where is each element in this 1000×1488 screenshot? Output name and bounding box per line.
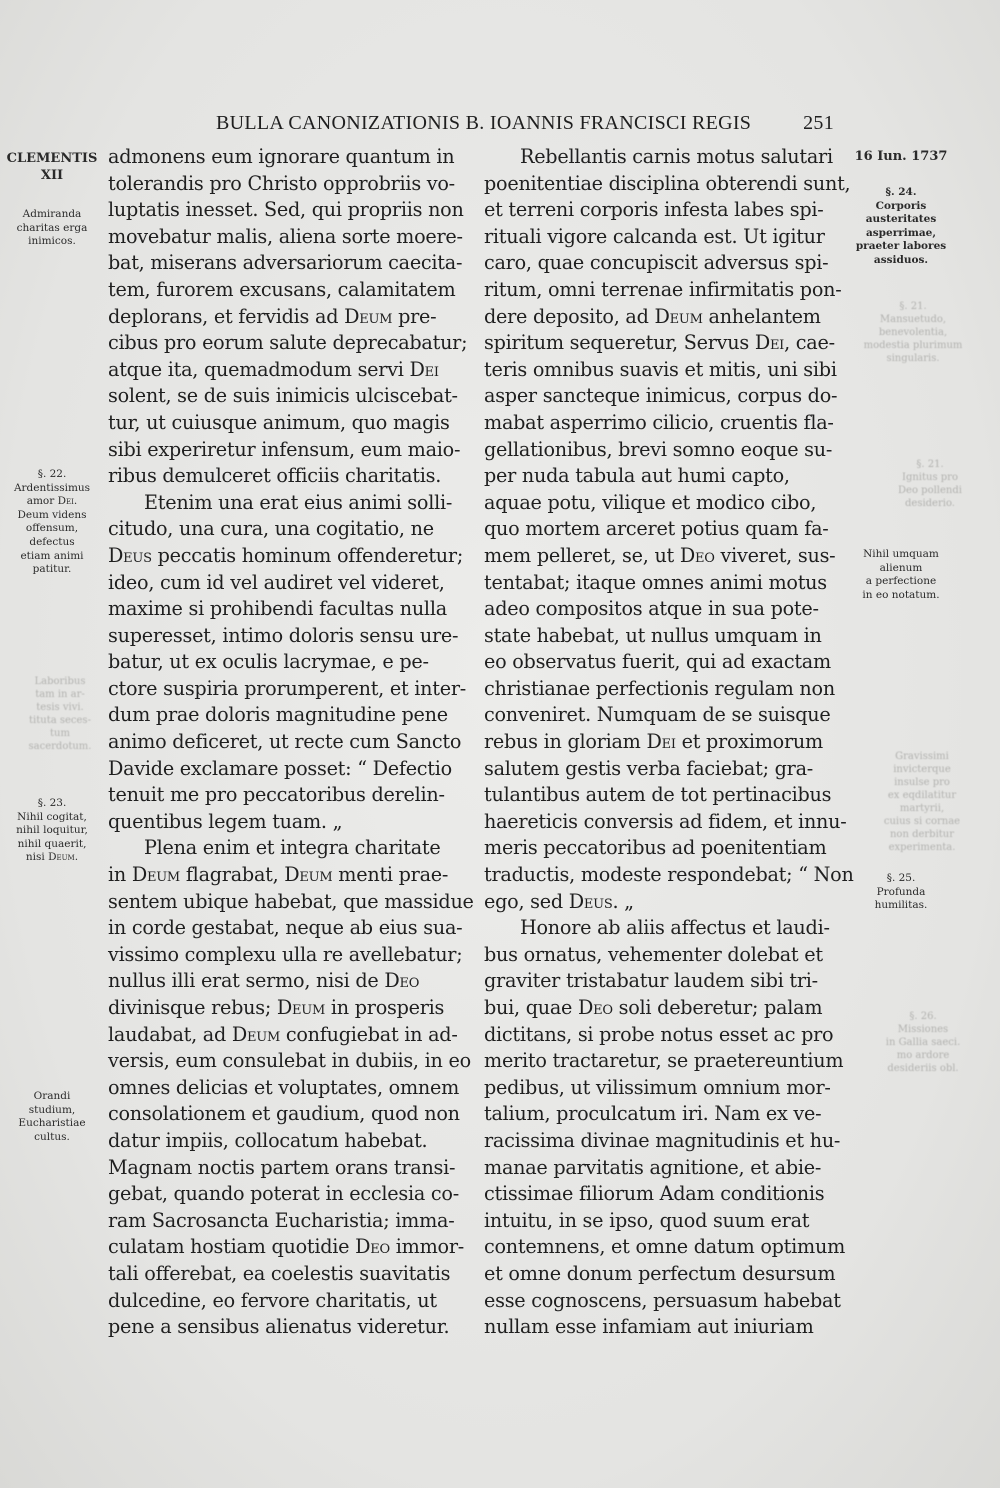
text-line: aquae potu, vilique et modico cibo, xyxy=(484,490,817,514)
text-line: gellationibus, brevi somno eoque su- xyxy=(484,437,833,461)
text-line: manae parvitatis agnitione, et abie- xyxy=(484,1155,822,1179)
text-line: gebat, quando poterat in ecclesia co- xyxy=(108,1182,459,1206)
text-line: tolerandis pro Christo opprobriis vo- xyxy=(108,171,455,195)
margin-note-line: defectus xyxy=(29,535,75,548)
text-line: nullam esse infamiam aut iniuriam xyxy=(484,1315,814,1339)
show-through-note: §. 26. Missiones in Gallia saeci. mo ardore desideriis obl. xyxy=(885,1011,961,1074)
text-line: christianae perfectionis regulam non xyxy=(484,676,835,700)
text-line: traductis, modeste respondebat; “ Non xyxy=(484,863,854,887)
text-line: ram Sacrosancta Eucharistia; imma- xyxy=(108,1208,455,1232)
margin-note-line: 16 Iun. 1737 xyxy=(854,149,948,164)
text-line: rituali vigore calcanda est. Ut igitur xyxy=(484,224,825,248)
text-line: deplorans, et fervidis ad Deum pre- xyxy=(108,304,437,328)
margin-note-line: §. 25. xyxy=(886,872,916,884)
text-line: meris peccatoribus ad poenitentiam xyxy=(484,836,827,860)
text-line: citudo, una cura, una cogitatio, ne xyxy=(108,517,434,541)
running-header xyxy=(200,112,840,142)
text-line: merito tractaretur, se praetereuntium xyxy=(484,1049,844,1073)
margin-note-right xyxy=(845,872,957,913)
text-line: Rebellantis carnis motus salutari xyxy=(520,145,833,168)
text-line: in corde gestabat, neque ab eius sua- xyxy=(108,916,463,940)
text-line: asper sancteque inimicus, corpus do- xyxy=(484,384,838,408)
text-line: consolationem et gaudium, quod non xyxy=(108,1102,460,1126)
text-line: Deus peccatis hominum offenderetur; xyxy=(108,543,464,567)
text-line: mem pelleret, se, ut Deo viveret, sus- xyxy=(484,543,836,567)
text-line: ideo, cum id vel audiret vel videret, xyxy=(108,570,445,594)
margin-note-line: asperrimae, xyxy=(865,226,937,239)
text-line: per nuda tabula aut humi capto, xyxy=(484,464,790,488)
text-line: quentibus legem tuam. „ xyxy=(108,809,343,833)
margin-note-line: amor Dei. xyxy=(26,495,78,508)
text-line: ritum, omni terrenae infirmitatis pon- xyxy=(484,277,842,301)
margin-note-left xyxy=(4,1090,100,1144)
text-line: ribus demulceret officiis charitatis. xyxy=(108,464,442,488)
text-line: dictitans, si probe notus esset ac pro xyxy=(484,1022,834,1046)
text-line: vissimo complexu ulla re avellebatur; xyxy=(108,942,463,966)
margin-note-line: nisi Deum. xyxy=(25,851,79,864)
margin-note-line: Nihil umquam xyxy=(863,548,939,560)
text-line: dere deposito, ad Deum anhelantem xyxy=(484,304,821,328)
margin-note-line: §. 23. xyxy=(37,797,67,809)
text-line: esse cognoscens, persuasum habebat xyxy=(484,1288,841,1312)
text-line: tenuit me pro peccatoribus derelin- xyxy=(108,783,445,807)
show-through-note: §. 21. Ignitus pro Deo pollendi desiderio. xyxy=(898,459,962,509)
text-line: Honore ab aliis affectus et laudi- xyxy=(520,916,830,940)
text-line: omnes delicias et voluptates, omnem xyxy=(108,1075,460,1099)
text-line: solent, se de suis inimicis ulciscebat- xyxy=(108,384,458,408)
margin-note-right xyxy=(845,150,957,164)
margin-note-line: Ardentissimus xyxy=(13,481,91,494)
text-line: pedibus, ut vilissimum omnium mor- xyxy=(484,1075,831,1099)
text-line: culatam hostiam quotidie Deo immor- xyxy=(108,1235,464,1259)
text-line: racissima divinae magnitudinis et hu- xyxy=(484,1128,841,1152)
text-line: Magnam noctis partem orans transi- xyxy=(108,1155,456,1179)
page-number: 251 xyxy=(803,112,834,134)
show-through-note: §. 21. Mansuetudo, benevolentia, modestia plurimum singularis. xyxy=(863,301,963,364)
margin-note-line: studium, xyxy=(28,1103,76,1116)
text-line: movebatur malis, aliena sorte moere- xyxy=(108,224,463,248)
margin-note-line: Nihil cogitat, xyxy=(17,810,87,823)
text-line: ctissimae filiorum Adam conditionis xyxy=(484,1182,825,1206)
running-title: BULLA CANONIZATIONIS B. IOANNIS FRANCISCI REGIS xyxy=(216,112,752,134)
text-line: conveniret. Numquam de se suisque xyxy=(484,703,831,727)
margin-note-line: §. 22. xyxy=(37,468,67,480)
text-line: rebus in gloriam Dei et proximorum xyxy=(484,730,823,754)
text-line: admonens eum ignorare quantum in xyxy=(108,145,455,168)
text-line: tali offerebat, ea coelestis suavitatis xyxy=(108,1261,451,1285)
text-line: in Deum flagrabat, Deum menti prae- xyxy=(108,863,449,887)
text-line: nullus illi erat sermo, nisi de Deo xyxy=(108,969,420,993)
text-line: et omne donum perfectum desursum xyxy=(484,1261,836,1285)
margin-note-right xyxy=(845,548,957,602)
text-line: bui, quae Deo soli deberetur; palam xyxy=(484,996,823,1019)
margin-note-line: Eucharistiae xyxy=(18,1117,86,1130)
show-through-note: Laboribus tam in ar- tesis vivi. tituta seces- tum sacerdotum. xyxy=(28,676,92,752)
show-through-note: Gravissimi invicterque insulse pro ex eqdilatitur martyrii, cuius si cornae non derbitur experimenta. xyxy=(883,751,961,853)
text-line: tulantibus autem de tot pertinacibus xyxy=(484,783,832,807)
text-line: laudabat, ad Deum confugiebat in ad- xyxy=(108,1022,458,1046)
text-line: contemnens, et omne datum optimum xyxy=(484,1235,846,1259)
text-line: et terreni corporis infesta labes spi- xyxy=(484,198,824,222)
margin-note-line: Profunda xyxy=(876,885,926,898)
text-line: cibus pro eorum salute deprecabatur; xyxy=(108,331,468,355)
text-line: bus ornatus, vehementer dolebat et xyxy=(484,942,823,966)
text-line: batur, ut ex oculis lacrymae, e pe- xyxy=(108,650,429,674)
margin-note-line: praeter labores xyxy=(855,240,947,253)
text-line: sibi experiretur infensum, eum maio- xyxy=(108,437,461,461)
text-line: eo observatus fuerit, qui ad exactam xyxy=(484,650,831,674)
margin-note-line: etiam animi xyxy=(20,549,84,562)
margin-note-line: alienum xyxy=(879,561,923,574)
text-line: sentem ubique habebat, que massidue xyxy=(108,889,474,913)
margin-note-line: humilitas. xyxy=(874,899,928,912)
text-line: superesset, intimo doloris sensu ure- xyxy=(108,623,459,647)
text-line: divinisque rebus; Deum in prosperis xyxy=(108,996,445,1019)
margin-note-line: inimicos. xyxy=(28,235,76,248)
text-line: state habebat, ut nullus umquam in xyxy=(484,623,822,647)
margin-note-line: a perfectione xyxy=(865,575,937,588)
text-line: poenitentiae disciplina obterendi sunt, xyxy=(484,171,851,195)
margin-note-line: Corporis xyxy=(875,199,927,212)
margin-note-left xyxy=(4,468,100,577)
text-line: animo deficeret, ut recte cum Sancto xyxy=(108,730,462,754)
margin-note-line: nihil loquitur, xyxy=(16,824,88,837)
margin-note-line: in eo notatum. xyxy=(862,588,940,601)
text-line: ctore suspiria prorumperent, et inter- xyxy=(108,676,466,700)
text-line: versis, eum consulebat in dubiis, in eo xyxy=(108,1049,471,1073)
text-line: maxime si prohibendi facultas nulla xyxy=(108,597,447,621)
margin-note-line: Orandi xyxy=(33,1090,71,1102)
text-line: datur impiis, collocatum habebat. xyxy=(108,1128,428,1152)
text-line: Plena enim et integra charitate xyxy=(144,836,441,860)
text-line: bat, miserans adversariorum caecita- xyxy=(108,251,463,275)
text-line: teris omnibus suavis et mitis, uni sibi xyxy=(484,357,837,381)
margin-note-left xyxy=(4,208,100,249)
text-line: graviter tristabatur laudem sibi tri- xyxy=(484,969,818,993)
text-line: Davide exclamare posset: “ Defectio xyxy=(108,756,452,780)
margin-note-line: austeritates xyxy=(865,213,937,226)
left-text-column xyxy=(108,144,474,1341)
text-line: talium, proculcatum iri. Nam ex ve- xyxy=(484,1102,822,1126)
text-line: spiritum sequeretur, Servus Dei, cae- xyxy=(484,331,835,355)
text-line: tur, ut cuiusque animum, quo magis xyxy=(108,410,450,434)
text-line: tem, furorem excusans, calamitatem xyxy=(108,277,456,301)
margin-note-line: assiduos. xyxy=(873,253,929,266)
right-text-column xyxy=(484,144,854,1341)
margin-note-line: Admiranda xyxy=(22,208,82,220)
margin-note-left xyxy=(4,797,100,865)
margin-note-line: offensum, xyxy=(25,522,79,535)
margin-note-line: §. 24. xyxy=(885,186,917,198)
margin-note-right xyxy=(845,186,957,268)
text-line: haereticis conversis ad fidem, et innu- xyxy=(484,809,847,833)
margin-note-line: nihil quaerit, xyxy=(17,837,87,850)
margin-note-line: Deum videns xyxy=(17,508,87,521)
margin-note-line: patitur. xyxy=(32,563,72,576)
text-line: luptatis inesset. Sed, qui propriis non xyxy=(108,198,464,222)
text-line: caro, quae concupiscit adversus spi- xyxy=(484,251,829,275)
text-line: quo mortem arceret potius quam fa- xyxy=(484,517,829,541)
text-line: dulcedine, eo fervore charitatis, ut xyxy=(108,1288,437,1312)
margin-note-line: charitas erga xyxy=(16,221,88,234)
text-line: atque ita, quemadmodum servi Dei xyxy=(108,357,439,381)
margin-note-line: CLEMENTIS xyxy=(6,151,98,166)
text-line: mabat asperrimo cilicio, cruentis fla- xyxy=(484,410,834,434)
text-line: dum prae doloris magnitudine pene xyxy=(108,703,448,727)
margin-note-line: cultus. xyxy=(34,1130,70,1143)
text-line: Etenim una erat eius animi solli- xyxy=(144,490,453,514)
text-line: ego, sed Deus. „ xyxy=(484,889,634,913)
text-line: salutem gestis verba faciebat; gra- xyxy=(484,756,814,780)
margin-note-left xyxy=(4,150,100,184)
text-line: tentabat; itaque omnes animi motus xyxy=(484,570,827,594)
text-line: pene a sensibus alienatus videretur. xyxy=(108,1315,450,1339)
margin-note-line: XII xyxy=(40,168,64,183)
text-line: intuitu, in se ipso, quod suum erat xyxy=(484,1208,810,1232)
text-line: adeo compositos atque in sua pote- xyxy=(484,597,819,621)
